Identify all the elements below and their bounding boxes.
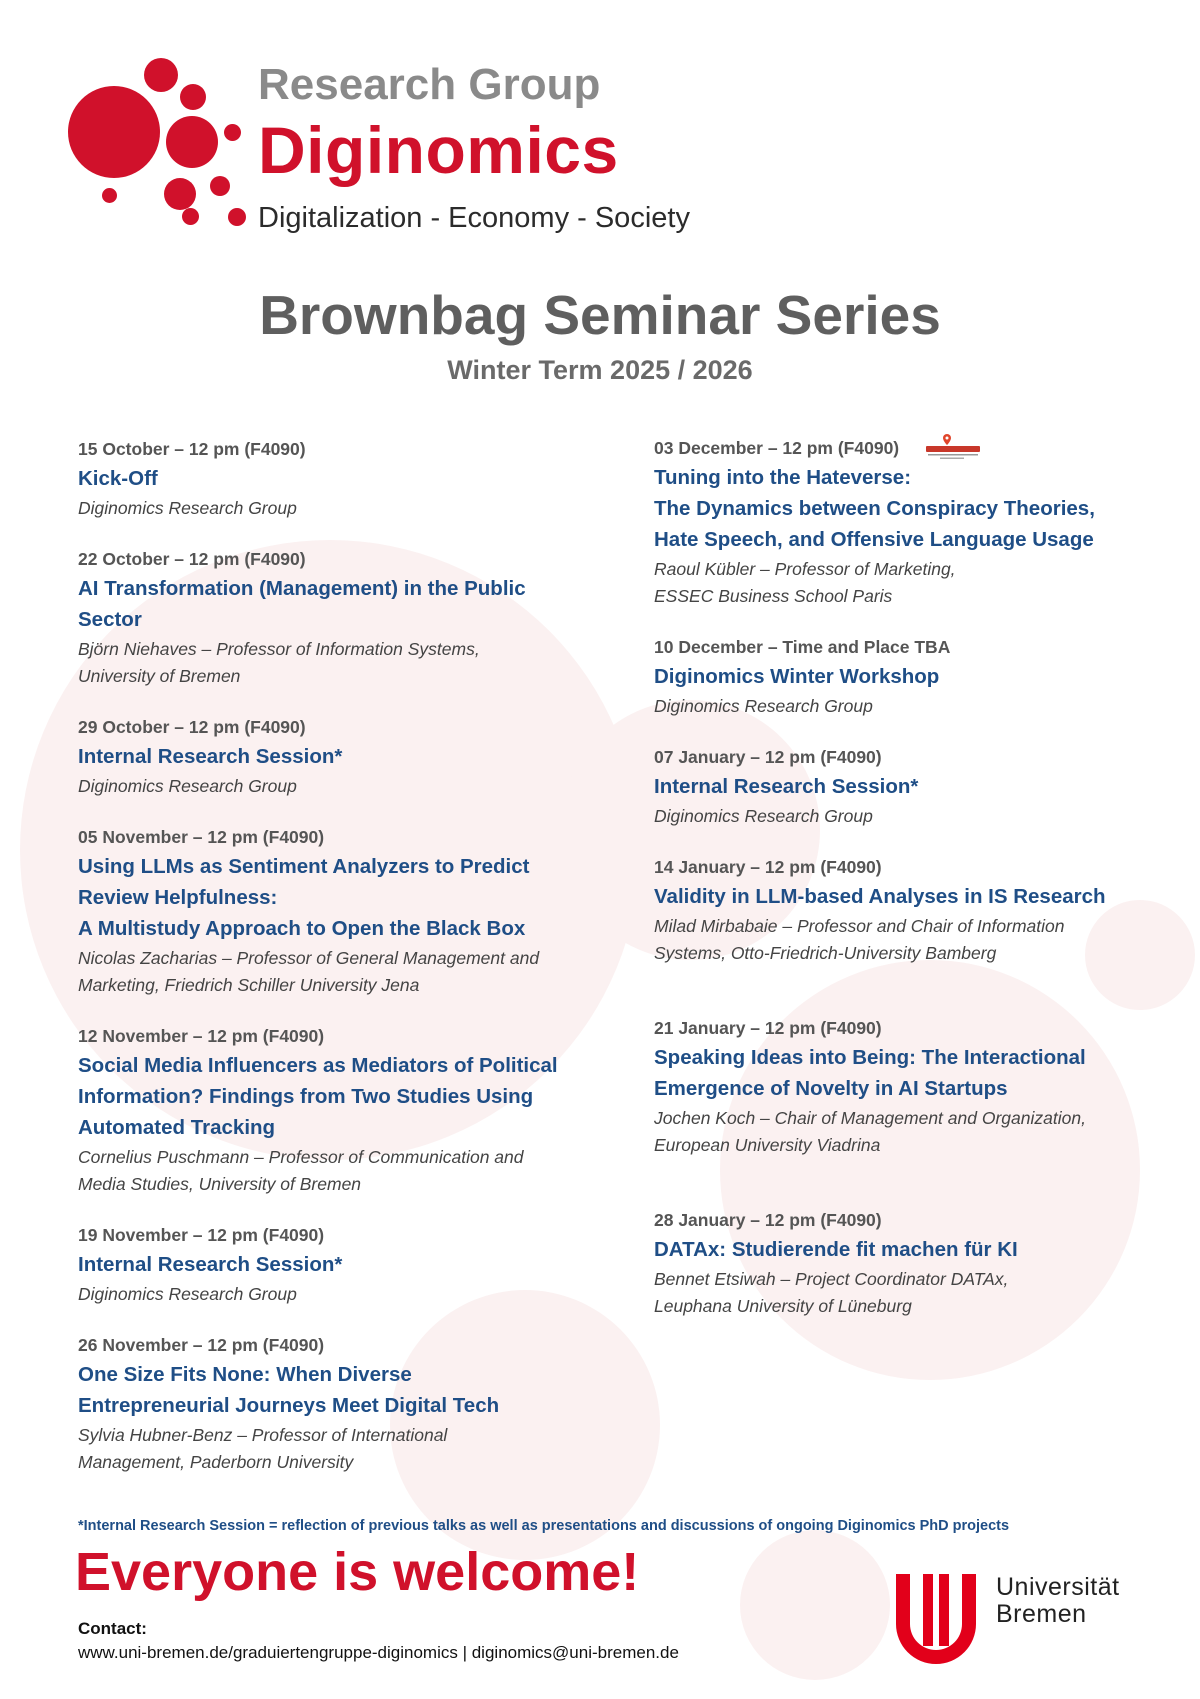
event-speaker: Diginomics Research Group <box>654 806 873 826</box>
logo-dot <box>144 58 178 92</box>
event-speaker: Nicolas Zacharias – Professor of General Management and Marketing, Friedrich Schiller University Jena <box>78 948 540 995</box>
logo-dot <box>210 176 230 196</box>
event-date: 12 November – 12 pm (F4090) <box>78 1026 325 1046</box>
logo-diginomics-text: Diginomics <box>258 113 619 187</box>
logo-dot <box>224 124 241 141</box>
event-date: 29 October – 12 pm (F4090) <box>78 717 306 737</box>
event-item <box>78 438 618 522</box>
logo-dot <box>68 86 160 178</box>
event-item <box>654 746 1194 830</box>
logo-dot <box>164 178 196 210</box>
schedule-left-column <box>78 438 618 1476</box>
page-title: Brownbag Seminar Series <box>259 284 941 346</box>
event-item <box>654 856 1194 967</box>
event-date: 03 December – 12 pm (F4090) <box>654 438 900 458</box>
event-item <box>78 1224 618 1308</box>
event-title: DATAx: Studierende fit machen für KI <box>654 1238 1018 1261</box>
logo-dot <box>228 208 246 226</box>
logo-tagline: Digitalization - Economy - Society <box>258 202 690 234</box>
event-date: 05 November – 12 pm (F4090) <box>78 827 325 847</box>
logo-dot <box>166 116 218 168</box>
event-title: Using LLMs as Sentiment Analyzers to Predict Review Helpfulness: A Multistudy Approach to Open the Black Box <box>78 855 530 940</box>
event-speaker: Raoul Kübler – Professor of Marketing, ESSEC Business School Paris <box>654 559 956 606</box>
event-title: Internal Research Session* <box>78 1253 343 1276</box>
event-date: 10 December – Time and Place TBA <box>654 637 951 657</box>
event-item <box>654 437 1194 610</box>
event-item <box>78 548 618 690</box>
event-speaker: Björn Niehaves – Professor of Information Systems, University of Bremen <box>78 639 480 686</box>
event-title: Speaking Ideas into Being: The Interactional Emergence of Novelty in AI Startups <box>654 1046 1086 1100</box>
event-date: 21 January – 12 pm (F4090) <box>654 1018 882 1038</box>
event-date: 15 October – 12 pm (F4090) <box>78 439 306 459</box>
logo-dot <box>180 84 206 110</box>
contact-label: Contact: <box>78 1619 147 1638</box>
event-item <box>654 636 1194 720</box>
event-date: 19 November – 12 pm (F4090) <box>78 1225 325 1245</box>
university-name-line2: Bremen <box>996 1600 1087 1628</box>
event-item <box>78 716 618 800</box>
research-group-logo <box>68 58 708 243</box>
event-title: Validity in LLM-based Analyses in IS Research <box>654 885 1106 908</box>
event-date: 26 November – 12 pm (F4090) <box>78 1335 325 1355</box>
event-speaker: Diginomics Research Group <box>78 776 297 796</box>
event-title: Diginomics Winter Workshop <box>654 665 940 688</box>
event-title: Internal Research Session* <box>654 775 919 798</box>
event-speaker: Diginomics Research Group <box>78 1284 297 1304</box>
event-item <box>654 1209 1194 1320</box>
event-date: 07 January – 12 pm (F4090) <box>654 747 882 767</box>
footnote: *Internal Research Session = reflection of previous talks as well as presentations and discussions of ongoing Diginomics PhD projects <box>78 1518 1010 1534</box>
schedule-right-column <box>654 437 1194 1320</box>
event-item <box>78 1025 618 1198</box>
event-speaker: Milad Mirbabaie – Professor and Chair of Information Systems, Otto-Friedrich-University Bamberg <box>654 916 1065 963</box>
university-bremen-logo-icon <box>890 1572 982 1668</box>
logo-research-group-text: Research Group <box>258 60 601 109</box>
event-date: 22 October – 12 pm (F4090) <box>78 549 306 569</box>
welcome-banner: Everyone is welcome! <box>75 1542 640 1602</box>
logo-dot <box>182 208 199 225</box>
event-item <box>78 1334 618 1476</box>
contact-info: www.uni-bremen.de/graduiertengruppe-diginomics | diginomics@uni-bremen.de <box>78 1643 679 1662</box>
event-title: Social Media Influencers as Mediators of Political Information? Findings from Two Studies Using Automated Tracking <box>78 1054 558 1139</box>
logo-dot <box>102 188 117 203</box>
page-subtitle: Winter Term 2025 / 2026 <box>447 355 753 385</box>
event-speaker: Diginomics Research Group <box>78 498 297 518</box>
event-date: 14 January – 12 pm (F4090) <box>654 857 882 877</box>
event-title: AI Transformation (Management) in the Public Sector <box>78 577 526 631</box>
event-title: Internal Research Session* <box>78 745 343 768</box>
university-name-line1: Universität <box>996 1573 1120 1601</box>
event-title: Tuning into the Hateverse: The Dynamics between Conspiracy Theories, Hate Speech, and Offensive Language Usage <box>654 466 1095 551</box>
markstones-logo-icon <box>924 433 988 461</box>
event-speaker: Jochen Koch – Chair of Management and Organization, European University Viadrina <box>654 1108 1086 1155</box>
event-speaker: Diginomics Research Group <box>654 696 873 716</box>
event-title: One Size Fits None: When Diverse Entrepreneurial Journeys Meet Digital Tech <box>78 1363 500 1417</box>
university-name <box>996 1574 1120 1628</box>
event-item <box>78 826 618 999</box>
event-item <box>654 1017 1194 1159</box>
event-speaker: Bennet Etsiwah – Project Coordinator DATAx, Leuphana University of Lüneburg <box>654 1269 1009 1316</box>
event-date: 28 January – 12 pm (F4090) <box>654 1210 882 1230</box>
event-title: Kick-Off <box>78 467 158 490</box>
event-speaker: Cornelius Puschmann – Professor of Communication and Media Studies, University of Bremen <box>78 1147 524 1194</box>
event-speaker: Sylvia Hubner-Benz – Professor of International Management, Paderborn University <box>78 1425 448 1472</box>
